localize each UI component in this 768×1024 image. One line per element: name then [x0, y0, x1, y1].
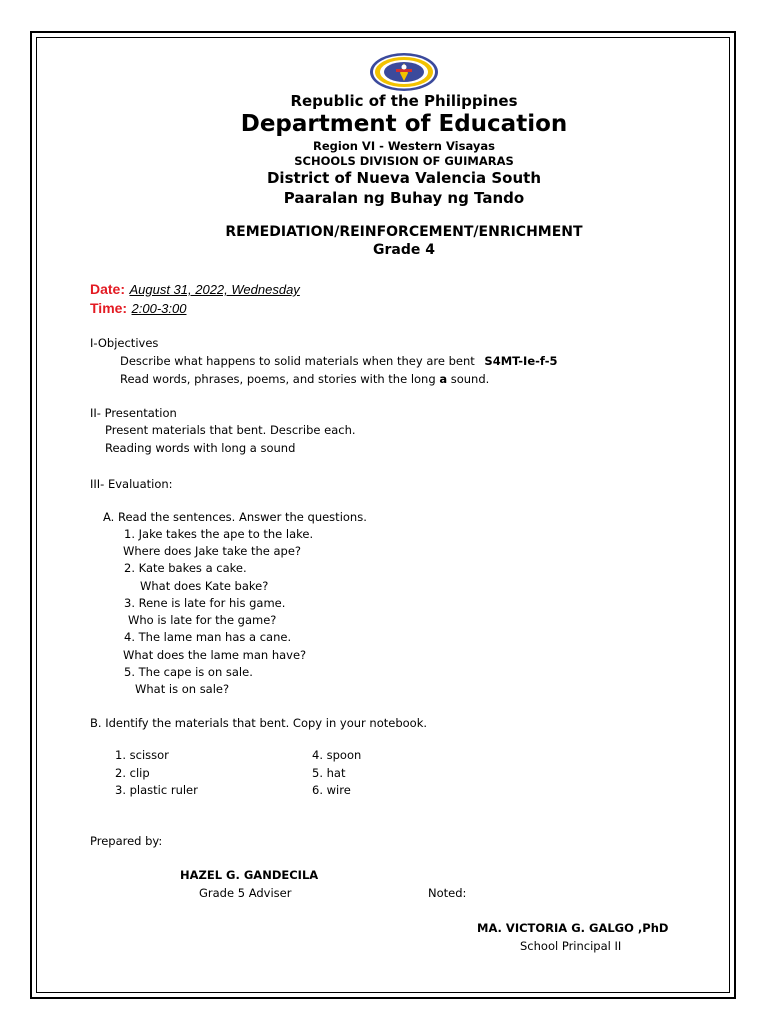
list-item: What does Kate bake?	[140, 579, 269, 593]
list-item: 2. clip	[115, 766, 150, 780]
time-label: Time:	[90, 300, 128, 316]
list-item: 1. scissor	[115, 748, 169, 762]
list-item: 5. hat	[312, 766, 346, 780]
objective-2-post: sound.	[447, 372, 490, 386]
noted-label: Noted:	[428, 886, 467, 900]
objective-2	[120, 372, 489, 386]
district-heading: District of Nueva Valencia South	[266, 169, 541, 187]
list-item: Who is late for the game?	[128, 613, 277, 627]
objectives-heading: I-Objectives	[90, 336, 159, 350]
objective-1-text: Describe what happens to solid materials when they are bent	[120, 354, 475, 368]
list-item: What is on sale?	[135, 682, 230, 696]
date-line	[90, 281, 300, 299]
presentation-line-1: Present materials that bent. Describe each.	[105, 423, 356, 437]
principal-role: School Principal II	[520, 939, 622, 953]
presentation-heading: II- Presentation	[90, 406, 177, 420]
preparer-name: HAZEL G. GANDECILA	[180, 868, 319, 882]
date-value: August 31, 2022, Wednesday	[129, 282, 300, 297]
objective-2-bold: a	[439, 372, 448, 386]
list-item: 6. wire	[312, 783, 351, 797]
republic-heading: Republic of the Philippines	[290, 92, 518, 110]
list-item: 1. Jake takes the ape to the lake.	[124, 527, 314, 541]
principal-name: MA. VICTORIA G. GALGO ,PhD	[477, 921, 669, 935]
list-item: 2. Kate bakes a cake.	[124, 561, 247, 575]
objective-2-pre: Read words, phrases, poems, and stories with the long	[120, 372, 440, 386]
part-b-instruction: B. Identify the materials that bent. Copy in your notebook.	[90, 716, 428, 730]
document-title: REMEDIATION/REINFORCEMENT/ENRICHMENT	[225, 224, 583, 240]
list-item: 4. spoon	[312, 748, 362, 762]
preparer-role: Grade 5 Adviser	[199, 886, 292, 900]
time-line	[90, 300, 186, 318]
objective-1	[120, 354, 558, 368]
evaluation-heading: III- Evaluation:	[90, 477, 173, 491]
presentation-line-2: Reading words with long a sound	[105, 441, 296, 455]
list-item: 3. plastic ruler	[115, 783, 198, 797]
division-heading: SCHOOLS DIVISION OF GUIMARAS	[294, 154, 514, 168]
date-label: Date:	[90, 281, 126, 297]
grade-heading: Grade 4	[373, 242, 435, 258]
region-heading: Region VI - Western Visayas	[313, 139, 495, 153]
list-item: 4. The lame man has a cane.	[124, 630, 292, 644]
objective-code: S4MT-Ie-f-5	[484, 354, 558, 368]
list-item: Where does Jake take the ape?	[123, 544, 302, 558]
school-heading: Paaralan ng Buhay ng Tando	[283, 189, 525, 207]
time-value: 2:00-3:00	[131, 301, 187, 316]
part-a-instruction: A. Read the sentences. Answer the questions.	[103, 510, 367, 524]
list-item: 5. The cape is on sale.	[124, 665, 253, 679]
list-item: What does the lame man have?	[123, 648, 307, 662]
department-heading: Department of Education	[240, 111, 568, 137]
list-item: 3. Rene is late for his game.	[124, 596, 286, 610]
prepared-by-label: Prepared by:	[90, 834, 163, 848]
deped-seal-logo	[368, 52, 440, 92]
